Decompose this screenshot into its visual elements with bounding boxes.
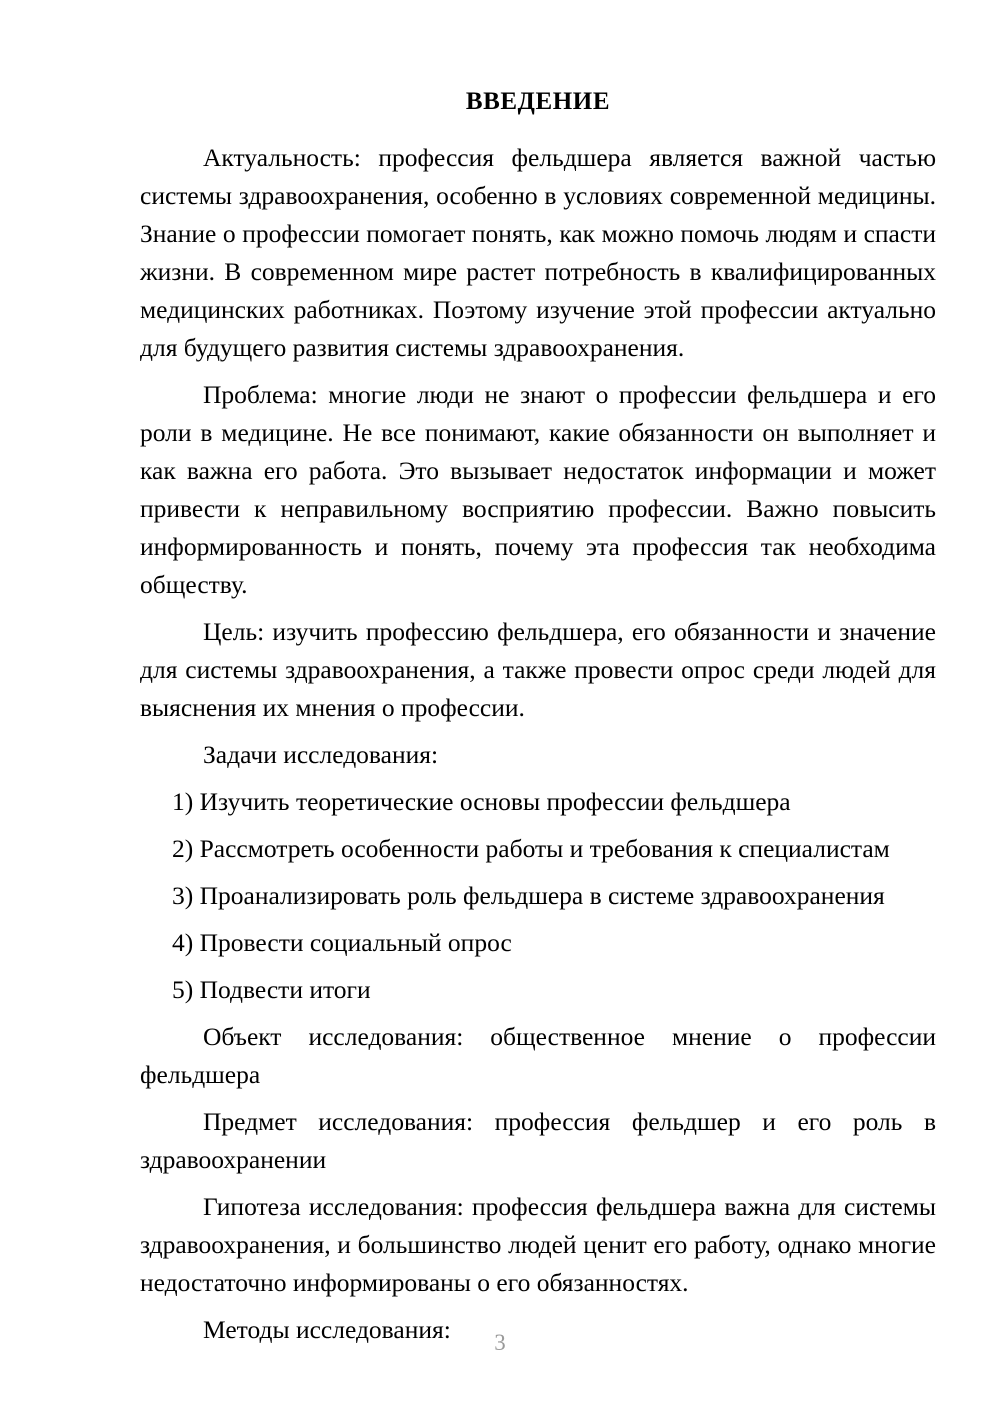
list-item: 3) Проанализировать роль фельдшера в системе здравоохранения bbox=[172, 881, 885, 911]
paragraph-relevance: Актуальность: профессия фельдшера является важной частью системы здравоохранения, особенно в условиях современной медицины. Знание о профессии помогает понять, как можно помочь людям и спасти жизни. В современном мире растет потребность в квалифицированных медицинских работниках. Поэтому изучение этой профессии актуально для будущего развития системы здравоохранения. bbox=[140, 143, 936, 363]
list-item: 5) Подвести итоги bbox=[172, 975, 371, 1005]
paragraph-problem: Проблема: многие люди не знают о профессии фельдшера и его роли в медицине. Не все понимают, какие обязанности он выполняет и как важна его работа. Это вызывает недостаток информации и может привести к неправильному восприятию профессии. Важно повысить информированность и понять, почему эта профессия так необходима обществу. bbox=[140, 380, 936, 600]
paragraph-hypothesis: Гипотеза исследования: профессия фельдшера важна для системы здравоохранения, и большинство людей ценит его работу, однако многие недостаточно информированы о его обязанностях. bbox=[140, 1192, 936, 1298]
tasks-list bbox=[140, 783, 936, 1009]
page-content bbox=[140, 86, 936, 1349]
list-item: 4) Провести социальный опрос bbox=[172, 928, 512, 958]
methods-heading: Методы исследования: bbox=[203, 1315, 451, 1345]
paragraph-object: Объект исследования: общественное мнение о профессии фельдшера bbox=[140, 1022, 936, 1090]
tasks-heading: Задачи исследования: bbox=[203, 740, 439, 770]
page-number: 3 bbox=[494, 1330, 506, 1355]
page-title: ВВЕДЕНИЕ bbox=[465, 88, 611, 115]
list-item: 2) Рассмотреть особенности работы и требования к специалистам bbox=[172, 834, 890, 864]
list-item: 1) Изучить теоретические основы профессии фельдшера bbox=[172, 787, 791, 817]
paragraph-subject: Предмет исследования: профессия фельдшер и его роль в здравоохранении bbox=[140, 1107, 936, 1175]
paragraph-goal: Цель: изучить профессию фельдшера, его обязанности и значение для системы здравоохранения, а также провести опрос среди людей для выяснения их мнения о профессии. bbox=[140, 617, 936, 723]
